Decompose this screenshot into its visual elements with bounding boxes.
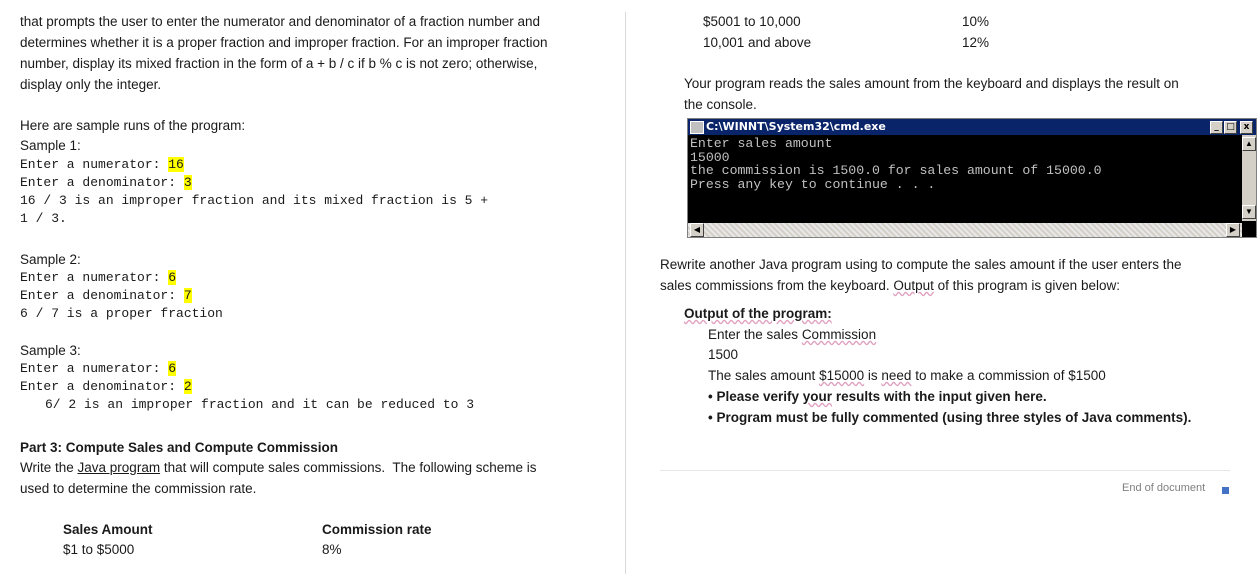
text: that will compute sales commissions. The following scheme is — [160, 460, 537, 475]
intro-line-2: determines whether it is a proper fraction and improper fraction. For an improper fraction — [20, 35, 548, 50]
section-divider — [660, 470, 1230, 471]
sample1-result-1: 16 / 3 is an improper fraction and its mixed fraction is 5 + — [20, 193, 489, 208]
console-line: the commission is 1500.0 for sales amount of 15000.0 — [690, 163, 1102, 178]
heading-text: Output of the program: — [684, 306, 832, 321]
reads-line-2: the console. — [684, 97, 757, 112]
text: Commission — [801, 327, 877, 342]
console-title-bar — [688, 119, 1256, 135]
output-line-2: 1500 — [708, 347, 739, 362]
vertical-scrollbar[interactable] — [1242, 135, 1256, 221]
console-title: C:\WINNT\System32\cmd.exe — [706, 120, 886, 133]
console-line: Press any key to continue . . . — [690, 176, 936, 192]
input-value: 16 — [168, 157, 184, 172]
table-cell-rate: 8% — [322, 542, 342, 557]
sample1-numerator — [20, 156, 184, 174]
java-program-link[interactable]: Java program — [77, 460, 161, 475]
console-output — [690, 137, 1102, 191]
end-of-document-label: End of document — [1122, 482, 1206, 494]
text: $15000 — [819, 368, 865, 383]
text: The sales amount — [708, 368, 820, 383]
console-line: 15000 — [690, 149, 730, 165]
input-value: 7 — [183, 288, 192, 303]
text: of this program is given below: — [933, 278, 1120, 293]
prompt-text: Enter a numerator: — [20, 270, 169, 285]
text: Enter the sales — [708, 327, 802, 342]
scroll-right-icon[interactable]: ▶ — [1226, 223, 1240, 237]
text: results with the input given here. — [832, 389, 1047, 404]
table-cell-amount: 10,001 and above — [703, 35, 812, 50]
sample3-result: 6/ 2 is an improper fraction and it can be reduced to 3 — [45, 397, 475, 412]
table-cell-rate: 12% — [962, 35, 990, 50]
text: Write the — [20, 460, 78, 475]
close-icon[interactable]: x — [1240, 121, 1253, 134]
sample3-label: Sample 3: — [20, 343, 81, 358]
part3-line-1 — [20, 458, 536, 478]
prompt-text: Enter a denominator: — [20, 379, 184, 394]
part3-line-2: used to determine the commission rate. — [20, 481, 257, 496]
intro-line-1: that prompts the user to enter the numerator and denominator of a fraction number and — [20, 14, 541, 29]
text: • Please verify — [708, 389, 803, 404]
output-line-3 — [708, 366, 1106, 386]
input-value: 6 — [168, 270, 177, 285]
scroll-up-icon[interactable]: ▲ — [1242, 137, 1256, 151]
sample1-denominator — [20, 174, 192, 192]
rewrite-line-1: Rewrite another Java program using to compute the sales amount if the user enters the — [660, 257, 1182, 272]
output-heading — [684, 304, 832, 324]
sample-intro: Here are sample runs of the program: — [20, 118, 246, 133]
bullet-comments: • Program must be fully commented (using three styles of Java comments). — [708, 410, 1192, 425]
console-line: Enter sales amount — [690, 136, 833, 151]
intro-line-3: number, display its mixed fraction in the form of a + b / c if b % c is not zero; otherwise, — [20, 56, 538, 71]
prompt-text: Enter a numerator: — [20, 361, 169, 376]
prompt-text: Enter a numerator: — [20, 157, 169, 172]
text: your — [802, 389, 833, 404]
bullet-verify — [708, 387, 1047, 407]
table-cell-rate: 10% — [962, 14, 990, 29]
horizontal-scrollbar[interactable] — [688, 223, 1242, 237]
sample1-label: Sample 1: — [20, 138, 81, 153]
input-value: 2 — [183, 379, 192, 394]
console-window — [687, 118, 1257, 238]
input-value: 3 — [183, 175, 192, 190]
sample2-label: Sample 2: — [20, 252, 81, 267]
minimize-icon[interactable]: _ — [1210, 121, 1223, 134]
maximize-icon[interactable]: □ — [1224, 121, 1237, 134]
page-divider — [625, 12, 626, 574]
part3-heading: Part 3: Compute Sales and Compute Commission — [20, 440, 339, 455]
input-value: 6 — [168, 361, 177, 376]
output-line-1 — [708, 325, 876, 345]
table-cell-amount: $5001 to 10,000 — [703, 14, 801, 29]
output-word: Output — [893, 278, 934, 293]
table-header-commission-rate: Commission rate — [322, 522, 432, 537]
prompt-text: Enter a denominator: — [20, 288, 184, 303]
table-cell-amount: $1 to $5000 — [63, 542, 135, 557]
sample2-numerator — [20, 269, 176, 287]
sample2-result: 6 / 7 is a proper fraction — [20, 306, 223, 321]
intro-line-4: display only the integer. — [20, 77, 162, 92]
prompt-text: Enter a denominator: — [20, 175, 184, 190]
cmd-icon — [690, 121, 704, 134]
sample1-result-2: 1 / 3. — [20, 211, 67, 226]
text: need — [881, 368, 912, 383]
end-marker-icon — [1222, 487, 1229, 494]
table-header-sales-amount: Sales Amount — [63, 522, 153, 537]
sample3-numerator — [20, 360, 176, 378]
scroll-down-icon[interactable]: ▼ — [1242, 205, 1256, 219]
text: is — [864, 368, 882, 383]
sample2-denominator — [20, 287, 192, 305]
text: sales commissions from the keyboard. — [660, 278, 894, 293]
sample3-denominator — [20, 378, 192, 396]
scroll-left-icon[interactable]: ◀ — [690, 223, 704, 237]
rewrite-line-2 — [660, 276, 1120, 296]
text: to make a commission of $1500 — [911, 368, 1106, 383]
reads-line-1: Your program reads the sales amount from the keyboard and displays the result on — [684, 76, 1179, 91]
